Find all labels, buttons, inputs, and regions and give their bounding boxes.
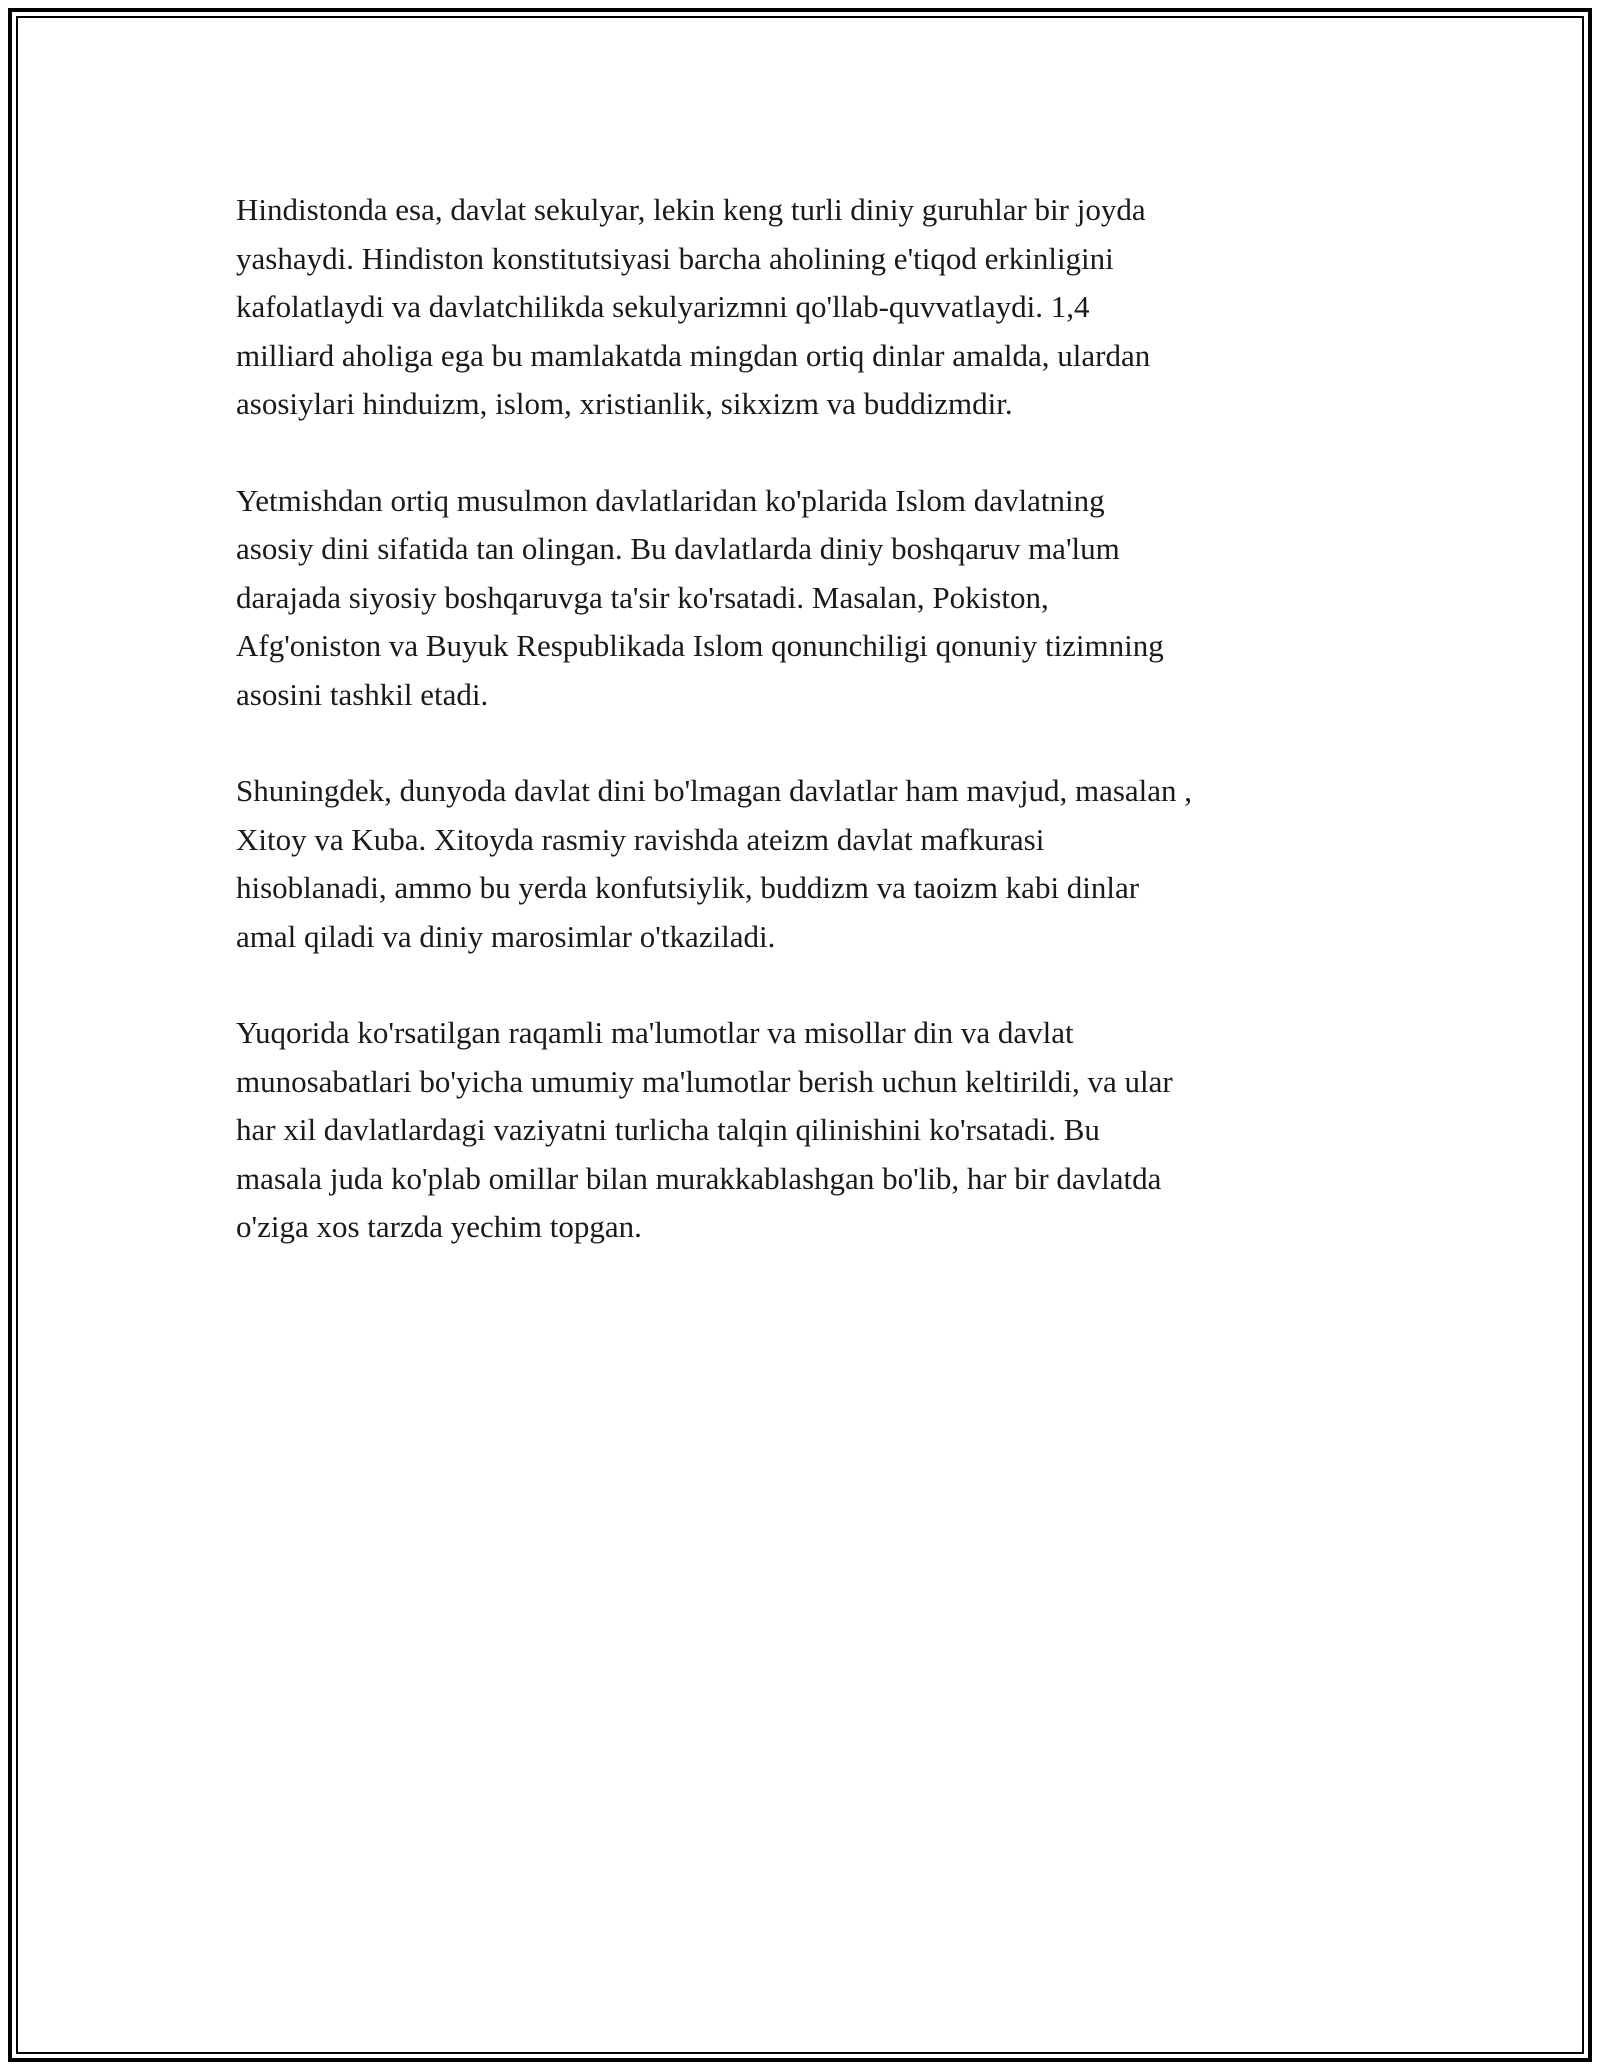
paragraph-2: Yetmishdan ortiq musulmon davlatlaridan ko'plarida Islom davlatning asosiy dini sifatida tan olingan. Bu davlatlarda diniy boshqaruv ma'lum darajada siyosiy boshqaruvga ta'sir ko'rsatadi. Masalan, Pokiston, Afg'oniston va Buyuk Respublikada Islom qonunchiligi qonuniy tizimning asosini tashkil etadi. xyxy=(236,482,1164,712)
paragraph-4: Yuqorida ko'rsatilgan raqamli ma'lumotlar va misollar din va davlat munosabatlari bo'yicha umumiy ma'lumotlar berish uchun keltirildi, va ular har xil davlatlardagi vaziyatni turlicha talqin qilinishini ko'rsatadi. Bu masala juda ko'plab omillar bilan murakkablashgan bo'lib, har bir davlatda o'ziga xos tarzda yechim topgan. xyxy=(236,1015,1173,1244)
paragraph-1: Hindistonda esa, davlat sekulyar, lekin keng turli diniy guruhlar bir joyda yashaydi. Hindiston konstitutsiyasi barcha aholining e'tiqod erkinligini kafolatlaydi va davlatchilikda sekulyarizmni qo'llab-quvvatlaydi. 1,4 milliard aholiga ega bu mamlakatda mingdan ortiq dinlar amalda, ulardan asosiylari hinduizm, islom, xristianlik, sikxizm va buddizmdir. xyxy=(236,192,1151,421)
paragraph-3: Shuningdek, dunyoda davlat dini bo'lmagan davlatlar ham mavjud, masalan , Xitoy va Kuba. Xitoyda rasmiy ravishda ateizm davlat mafkurasi hisoblanadi, ammo bu yerda konfutsiylik, buddizm va taoizm kabi dinlar amal qiladi va diniy marosimlar o'tkaziladi. xyxy=(236,773,1193,954)
document-body xyxy=(236,186,1376,1300)
